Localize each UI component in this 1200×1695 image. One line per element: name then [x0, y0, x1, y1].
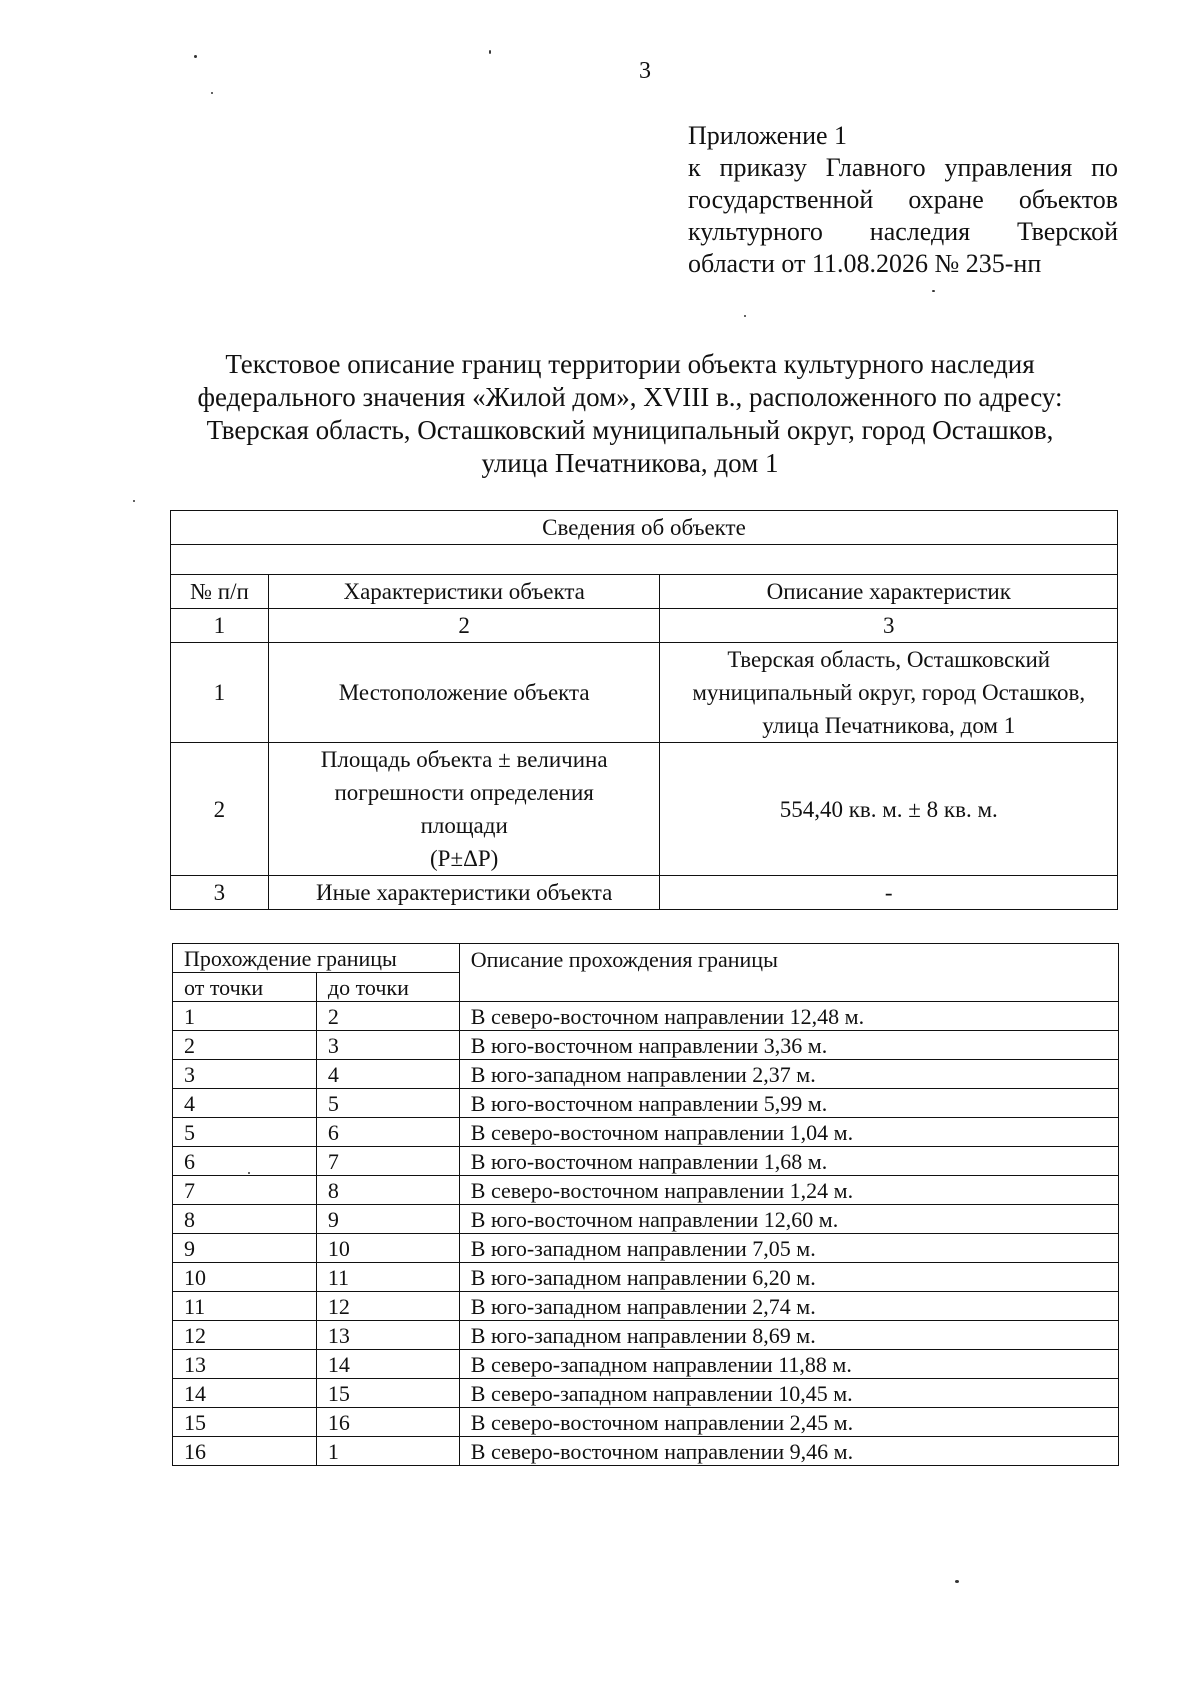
cell-line: муниципальный округ, город Осташков,: [692, 680, 1086, 705]
from-point-cell: 12: [173, 1321, 317, 1350]
cell-line: -: [884, 880, 893, 905]
cell-line: Тверская область, Осташковский: [727, 647, 1051, 672]
table-row: [173, 1321, 1119, 1350]
scan-speck: [211, 92, 213, 94]
title-line: Тверская область, Осташковский муниципальный округ, город Осташков,: [206, 415, 1054, 445]
table-row: [173, 1031, 1119, 1060]
characteristic-cell: [268, 876, 660, 910]
cell-line: улица Печатникова, дом 1: [762, 713, 1016, 738]
from-point-cell: 3: [173, 1060, 317, 1089]
from-point-cell: 2: [173, 1031, 317, 1060]
table-row: [173, 1437, 1119, 1466]
boundary-description-cell: В юго-восточном направлении 12,60 м.: [459, 1205, 1118, 1234]
table-row: [173, 1089, 1119, 1118]
to-point-cell: 7: [316, 1147, 459, 1176]
table-row: [173, 1350, 1119, 1379]
boundary-description-cell: В северо-западном направлении 11,88 м.: [459, 1350, 1118, 1379]
from-point-cell: 16: [173, 1437, 317, 1466]
row-number: 3: [171, 876, 269, 910]
characteristic-cell: [268, 643, 660, 743]
to-point-cell: 6: [316, 1118, 459, 1147]
cell-line: погрешности определения: [334, 780, 594, 805]
description-cell: [660, 876, 1118, 910]
from-point-cell: 15: [173, 1408, 317, 1437]
description-cell: [660, 643, 1118, 743]
page-number: 3: [639, 58, 651, 84]
boundary-description-cell: В юго-западном направлении 6,20 м.: [459, 1263, 1118, 1292]
from-point-cell: 7: [173, 1176, 317, 1205]
to-point-cell: 5: [316, 1089, 459, 1118]
table-row: [171, 743, 1118, 876]
table-row: [173, 1176, 1119, 1205]
column-header: Характеристики объекта: [268, 575, 660, 609]
scan-speck: [133, 500, 135, 502]
from-point-cell: 6: [173, 1147, 317, 1176]
boundary-description-header: Описание прохождения границы: [459, 944, 1118, 1002]
cell-line: Иные характеристики объекта: [316, 880, 613, 905]
to-point-cell: 10: [316, 1234, 459, 1263]
table-row: [173, 1118, 1119, 1147]
to-point-cell: 8: [316, 1176, 459, 1205]
to-point-cell: 11: [316, 1263, 459, 1292]
boundary-group-header: Прохождение границы: [173, 944, 460, 973]
to-point-cell: 4: [316, 1060, 459, 1089]
to-point-header: до точки: [316, 973, 459, 1002]
table-row: [171, 643, 1118, 743]
column-header: № п/п: [171, 575, 269, 609]
from-point-cell: 1: [173, 1002, 317, 1031]
boundary-description-cell: В юго-восточном направлении 3,36 м.: [459, 1031, 1118, 1060]
from-point-cell: 13: [173, 1350, 317, 1379]
to-point-cell: 16: [316, 1408, 459, 1437]
table-row: [173, 1408, 1119, 1437]
to-point-cell: 13: [316, 1321, 459, 1350]
blank-cell: [171, 545, 1118, 575]
row-number: 1: [171, 643, 269, 743]
title-line: Текстовое описание границ территории объекта культурного наследия: [225, 349, 1035, 379]
to-point-cell: 1: [316, 1437, 459, 1466]
table-row: [173, 1379, 1119, 1408]
scan-speck: [194, 55, 197, 58]
scan-speck: [489, 50, 491, 54]
scan-speck: [932, 290, 935, 292]
to-point-cell: 3: [316, 1031, 459, 1060]
boundary-description-cell: В юго-западном направлении 7,05 м.: [459, 1234, 1118, 1263]
column-number: 1: [171, 609, 269, 643]
table-row: [173, 1292, 1119, 1321]
appendix-line: области от 11.08.2026 № 235-нп: [688, 249, 1042, 278]
table-row: [173, 1002, 1119, 1031]
to-point-cell: 2: [316, 1002, 459, 1031]
from-point-cell: 4: [173, 1089, 317, 1118]
cell-line: (P±ΔP): [430, 846, 499, 871]
table-row: [171, 876, 1118, 910]
appendix-line: к приказу Главного управления по: [688, 153, 1118, 182]
document-title: [140, 348, 1120, 480]
boundary-rows: [173, 1002, 1119, 1466]
boundary-description-cell: В юго-восточном направлении 5,99 м.: [459, 1089, 1118, 1118]
appendix-block: [688, 120, 1118, 280]
to-point-cell: 14: [316, 1350, 459, 1379]
appendix-line: культурного наследия Тверской: [688, 217, 1118, 246]
table-header-row: [171, 575, 1118, 609]
cell-line: площади: [420, 813, 508, 838]
scan-speck: [744, 315, 746, 317]
table-row: [173, 1263, 1119, 1292]
scan-speck: [955, 1580, 959, 1583]
table-row: [173, 1205, 1119, 1234]
appendix-line: Приложение 1: [688, 121, 848, 150]
description-cell: [660, 743, 1118, 876]
boundary-header-row: [173, 944, 1119, 973]
boundary-description-cell: В северо-восточном направлении 9,46 м.: [459, 1437, 1118, 1466]
column-number: 2: [268, 609, 660, 643]
object-info-table: [170, 510, 1118, 910]
from-point-cell: 10: [173, 1263, 317, 1292]
to-point-cell: 12: [316, 1292, 459, 1321]
boundary-description-cell: В юго-западном направлении 2,37 м.: [459, 1060, 1118, 1089]
scan-speck: [248, 1172, 250, 1174]
column-number: 3: [660, 609, 1118, 643]
table-row: [173, 1060, 1119, 1089]
boundary-description-cell: В юго-западном направлении 2,74 м.: [459, 1292, 1118, 1321]
boundary-description-cell: В северо-восточном направлении 2,45 м.: [459, 1408, 1118, 1437]
boundary-table: [172, 943, 1119, 1466]
to-point-cell: 9: [316, 1205, 459, 1234]
boundary-description-cell: В юго-западном направлении 8,69 м.: [459, 1321, 1118, 1350]
from-point-cell: 5: [173, 1118, 317, 1147]
boundary-description-cell: В юго-восточном направлении 1,68 м.: [459, 1147, 1118, 1176]
table-row: [173, 1234, 1119, 1263]
cell-line: 554,40 кв. м. ± 8 кв. м.: [779, 796, 998, 822]
boundary-description-cell: В северо-восточном направлении 12,48 м.: [459, 1002, 1118, 1031]
cell-line: Местоположение объекта: [338, 680, 590, 705]
column-number-row: [171, 609, 1118, 643]
title-line: федерального значения «Жилой дом», XVIII в., расположенного по адресу:: [197, 382, 1063, 412]
from-point-header: от точки: [173, 973, 317, 1002]
title-line: улица Печатникова, дом 1: [481, 448, 779, 478]
to-point-cell: 15: [316, 1379, 459, 1408]
appendix-line: государственной охране объектов: [688, 185, 1118, 214]
from-point-cell: 8: [173, 1205, 317, 1234]
from-point-cell: 14: [173, 1379, 317, 1408]
row-number: 2: [171, 743, 269, 876]
boundary-description-cell: В северо-западном направлении 10,45 м.: [459, 1379, 1118, 1408]
table-row: [173, 1147, 1119, 1176]
characteristic-cell: [268, 743, 660, 876]
from-point-cell: 11: [173, 1292, 317, 1321]
blank-row: [171, 545, 1118, 575]
boundary-description-cell: В северо-восточном направлении 1,24 м.: [459, 1176, 1118, 1205]
boundary-description-cell: В северо-восточном направлении 1,04 м.: [459, 1118, 1118, 1147]
table-caption: Сведения об объекте: [171, 511, 1118, 545]
from-point-cell: 9: [173, 1234, 317, 1263]
column-header: Описание характеристик: [660, 575, 1118, 609]
cell-line: Площадь объекта ± величина: [320, 747, 608, 772]
table-caption-row: [171, 511, 1118, 545]
